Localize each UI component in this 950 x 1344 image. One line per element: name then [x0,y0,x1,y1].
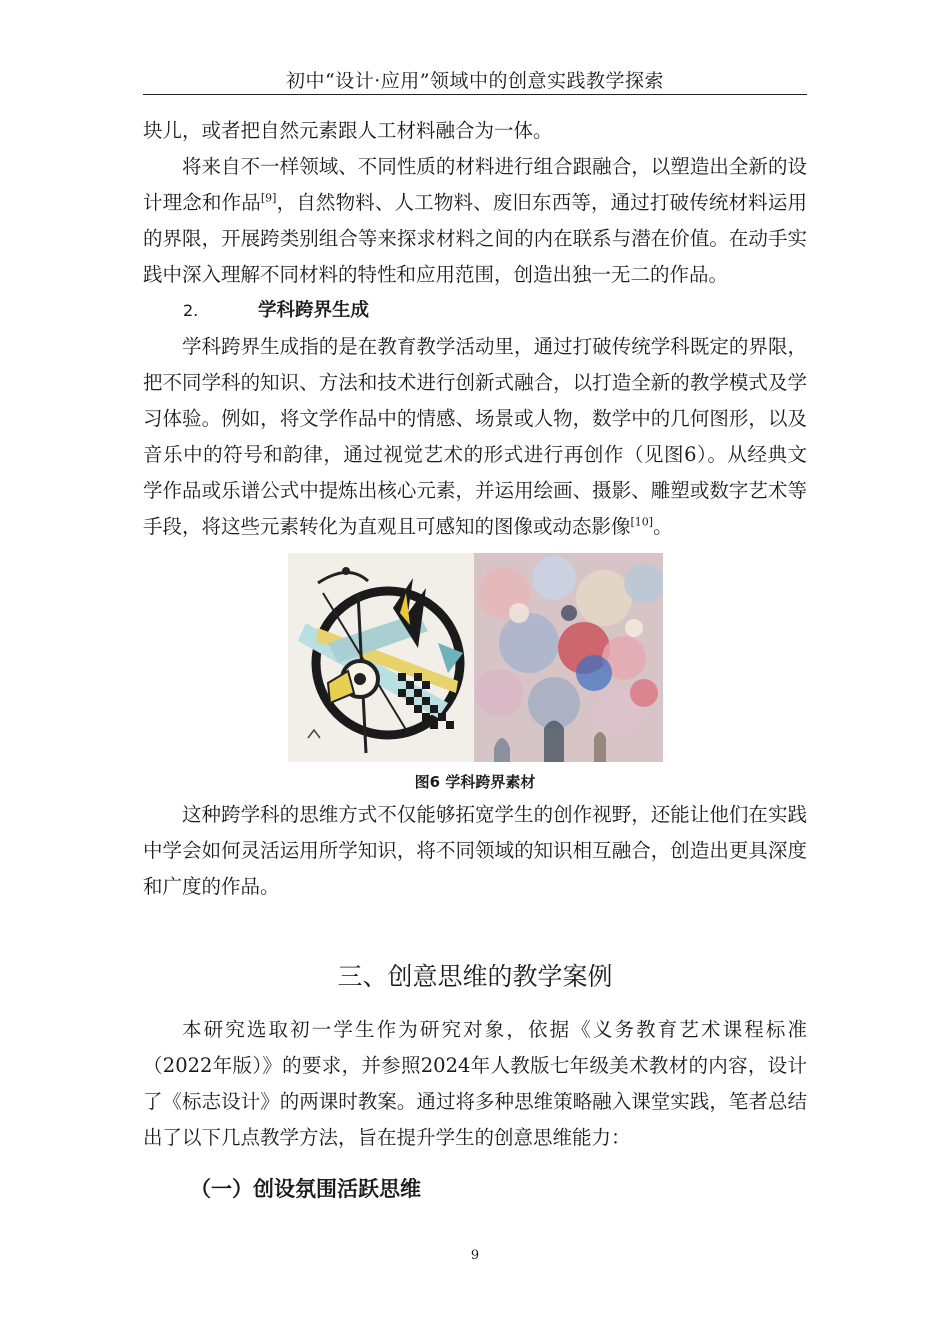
body-text [143,113,807,905]
figure-6 [143,553,807,763]
subheading-number: 2. [183,301,199,320]
running-header: 初中“设计·应用”领域中的创意实践教学探索 [286,70,664,92]
abstract-colorful-painting [474,553,663,762]
paragraph-crossdiscipline-text-b: 。 [653,515,673,538]
paragraph-crossdiscipline [143,329,807,545]
paragraph-research-design: 本研究选取初一学生作为研究对象，依据《义务教育艺术课程标准（2022年版）》的要求，并参照2024年人教版七年级美术教材的内容，设计了《标志设计》的两课时教案。通过将多种思维策略融入课堂实践，笔者总结出了以下几点教学方法，旨在提升学生的创意思维能力： [143,1018,807,1149]
section-heading: 三、创意思维的教学案例 [337,962,613,991]
figure-caption: 图6 学科跨界素材 [414,773,536,791]
paragraph-materials-text-a: 将来自不一样领域、不同性质的材料进行组合跟融合，以塑造出全新的设计理念和作品 [143,155,807,214]
header-rule [143,94,807,95]
subheading-title: 学科跨界生成 [258,300,370,321]
subsection-heading: （一）创设氛围活跃思维 [190,1177,421,1201]
abstract-geometric-artwork [288,553,474,762]
citation-9: [9] [260,191,277,205]
body-text-section-3 [143,1012,807,1156]
paragraph-materials [143,149,807,293]
paragraph-interdisciplinary-thinking: 这种跨学科的思维方式不仅能够拓宽学生的创作视野，还能让他们在实践中学会如何灵活运用所学知识，将不同领域的知识相互融合，创造出更具深度和广度的作品。 [143,803,807,898]
citation-10: [10] [630,515,654,529]
page-number: 9 [470,1248,480,1263]
paragraph-continuation: 块儿，或者把自然元素跟人工材料融合为一体。 [143,119,553,142]
paragraph-materials-text-b: ，自然物料、人工物料、废旧东西等，通过打破传统材料运用的界限，开展跨类别组合等来探求材料之间的内在联系与潜在价值。在动手实践中深入理解不同材料的特性和应用范围，创造出独一无二的作品。 [143,191,807,286]
paragraph-crossdiscipline-text-a: 学科跨界生成指的是在教育教学活动里，通过打破传统学科既定的界限，把不同学科的知识、方法和技术进行创新式融合，以打造全新的教学模式及学习体验。例如，将文学作品中的情感、场景或人物，数学中的几何图形，以及音乐中的符号和韵律，通过视觉艺术的形式进行再创作（见图6）。从经典文学作品或乐谱公式中提炼出核心元素，并运用绘画、摄影、雕塑或数字艺术等手段，将这些元素转化为直观且可感知的图像或动态影像 [143,335,807,538]
subheading [143,293,807,329]
